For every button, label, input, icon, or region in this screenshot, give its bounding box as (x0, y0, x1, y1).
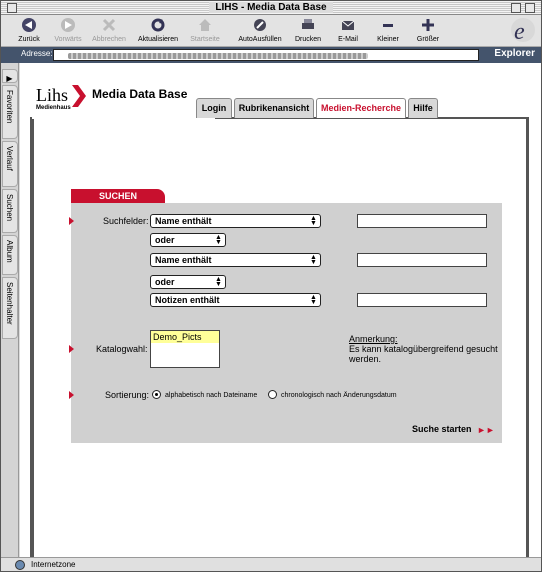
double-arrow-icon[interactable]: ►► (477, 425, 495, 435)
explorer-button[interactable]: Explorer (494, 48, 535, 59)
field1-value-input[interactable] (357, 214, 487, 228)
updown-arrows-icon: ▲ ▼ (310, 215, 317, 227)
explorer-sidebar (1, 63, 19, 557)
sidebar-tab-suchen[interactable]: Suchen (2, 189, 18, 233)
forward-arrow-icon (60, 17, 76, 33)
stop-x-icon (101, 17, 117, 33)
tab-hilfe[interactable]: Hilfe (408, 98, 438, 118)
fields-label: Suchfelder: (103, 216, 149, 226)
logo-subtitle: Medienhaus (36, 105, 71, 111)
address-label: Adresse: (21, 49, 53, 58)
page-content (20, 63, 541, 557)
updown-arrows-icon: ▲ ▼ (310, 254, 317, 266)
back-arrow-icon (21, 17, 37, 33)
stop-button[interactable]: Abbrechen (89, 17, 129, 47)
home-icon (197, 17, 213, 33)
field3-select[interactable]: Notizen enthält ▲ ▼ (150, 293, 321, 307)
browser-toolbar (1, 15, 541, 47)
plus-icon (420, 17, 436, 33)
catalog-option[interactable]: Demo_Picts (151, 331, 219, 343)
field3-value-input[interactable] (357, 293, 487, 307)
sort-label: Sortierung: (105, 390, 150, 400)
logo-text: Lihs (36, 85, 69, 105)
address-input[interactable] (53, 49, 479, 61)
sidebar-toggle-icon: ▶ (5, 74, 14, 83)
catalog-listbox[interactable] (150, 330, 220, 368)
sort-chrono-label: chronologisch nach Änderungsdatum (281, 392, 397, 399)
sidebar-tab-verlauf[interactable]: Verlauf (2, 141, 18, 187)
window-title: LIHS - Media Data Base (1, 1, 541, 15)
start-search-link[interactable]: Suche starten (412, 424, 472, 434)
sort-alpha-radio[interactable] (152, 390, 161, 399)
updown-arrows-icon: ▲ ▼ (310, 294, 317, 306)
sidebar-toggle[interactable] (2, 69, 18, 83)
tab-login[interactable]: Login (196, 98, 232, 118)
sidebar-tab-favoriten[interactable]: Favoriten (2, 85, 18, 139)
row-marker-icon (69, 391, 74, 399)
autofill-icon (252, 17, 268, 33)
note-text: Es kann katalogübergreifend gesucht werden. (349, 344, 498, 364)
logo-mark-icon (68, 83, 90, 109)
forward-button[interactable]: Vorwärts (49, 17, 87, 47)
row-marker-icon (69, 345, 74, 353)
svg-text:e: e (514, 19, 525, 44)
refresh-button[interactable]: Aktualisieren (133, 17, 183, 47)
title-bar[interactable] (1, 1, 541, 15)
search-section-header: SUCHEN (71, 189, 165, 204)
updown-arrows-icon: ▲ ▼ (215, 276, 222, 288)
ie-logo-icon (509, 16, 537, 44)
autofill-button[interactable]: AutoAusfüllen (235, 17, 285, 47)
field2-value-input[interactable] (357, 253, 487, 267)
search-form-panel (71, 203, 502, 443)
catalog-label: Katalogwahl: (96, 344, 148, 354)
sidebar-tab-seitenhalter[interactable]: Seitenhalter (2, 277, 18, 339)
refresh-icon (150, 17, 166, 33)
larger-button[interactable]: Größer (411, 17, 445, 47)
back-button[interactable]: Zurück (11, 17, 47, 47)
note-title: Anmerkung: (349, 334, 398, 344)
print-icon (300, 17, 316, 33)
sidebar-tab-album[interactable]: Album (2, 235, 18, 275)
row-marker-icon (69, 217, 74, 225)
home-button[interactable]: Startseite (185, 17, 225, 47)
address-bar (1, 47, 541, 63)
smaller-button[interactable]: Kleiner (371, 17, 405, 47)
updown-arrows-icon: ▲ ▼ (215, 234, 222, 246)
op2-select[interactable]: oder ▲ ▼ (150, 275, 226, 289)
field2-select[interactable]: Name enthält ▲ ▼ (150, 253, 321, 267)
page-title: Media Data Base (92, 87, 188, 101)
status-text: Internetzone (31, 560, 76, 569)
tab-rubrikenansicht[interactable]: Rubrikenansicht (234, 98, 314, 118)
mail-icon (340, 17, 356, 33)
blurred-url (68, 53, 368, 59)
field1-select[interactable]: Name enthält ▲ ▼ (150, 214, 321, 228)
op1-select[interactable]: oder ▲ ▼ (150, 233, 226, 247)
status-bar (1, 557, 541, 571)
email-button[interactable]: E-Mail (331, 17, 365, 47)
tab-medien-recherche[interactable]: Medien-Recherche (316, 98, 406, 118)
globe-icon (15, 560, 25, 570)
sort-alpha-label: alphabetisch nach Dateiname (165, 392, 258, 399)
sort-chrono-radio[interactable] (268, 390, 277, 399)
minus-icon (380, 17, 396, 33)
print-button[interactable]: Drucken (291, 17, 325, 47)
